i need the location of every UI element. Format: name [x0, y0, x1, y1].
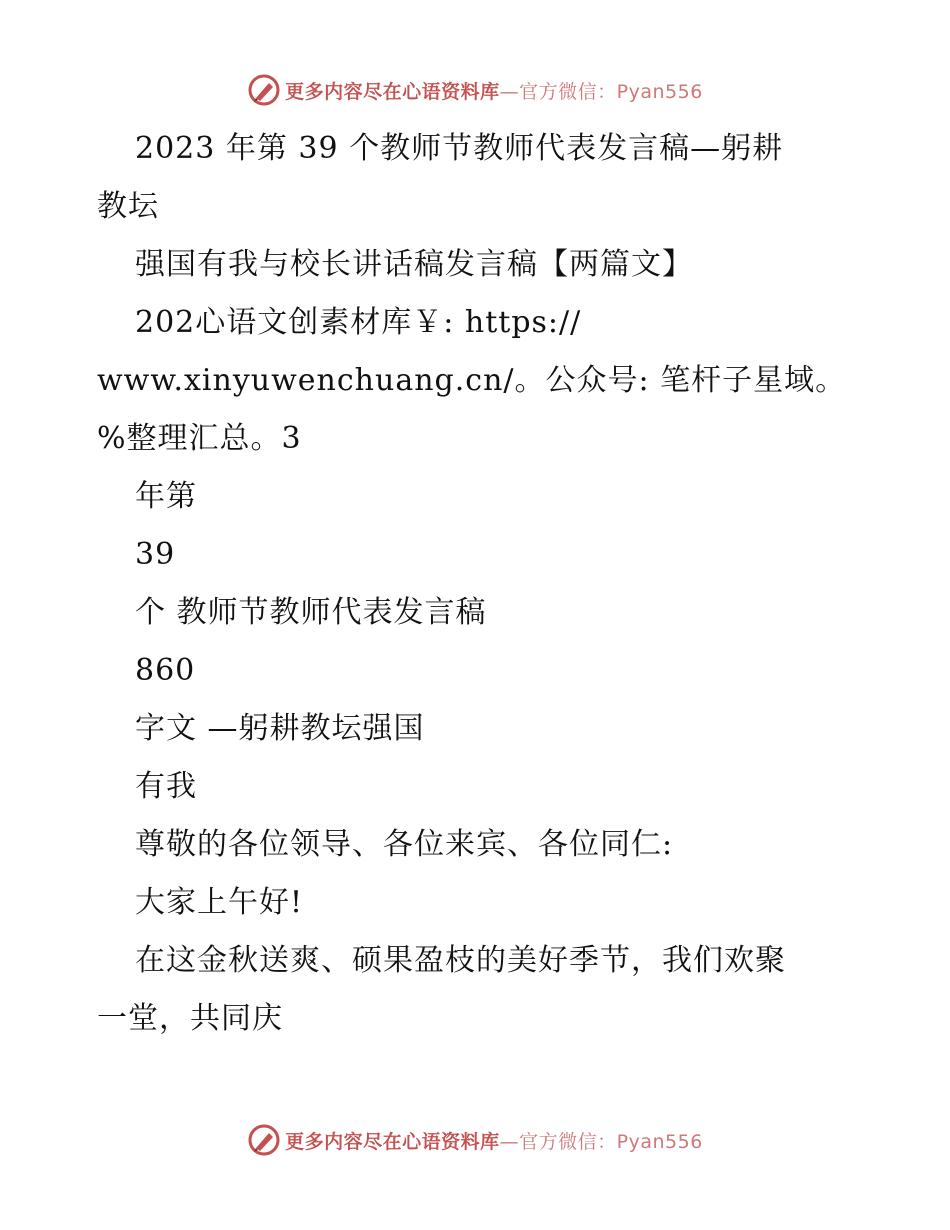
subtitle-line: 强国有我与校长讲话稿发言稿【两篇文】	[135, 247, 693, 282]
salutation-line: 尊敬的各位领导、各位来宾、各位同仁:	[135, 827, 674, 862]
title-line-1: 2023 年第 39 个教师节教师代表发言稿—躬耕	[135, 131, 784, 166]
paragraph-line: 39	[135, 537, 176, 572]
header-banner	[0, 70, 950, 110]
body-line-2: 一堂，共同庆	[97, 1001, 283, 1036]
greeting-line: 大家上午好!	[135, 885, 304, 920]
paragraph-line: 个 教师节教师代表发言稿	[135, 595, 487, 630]
source-line-3: %整理汇总。3	[97, 421, 302, 456]
document-body	[97, 120, 857, 1048]
source-line-1: 202心语文创素材库￥: https://	[135, 305, 582, 340]
paragraph-line: 字文 —躬耕教坛强国	[135, 711, 425, 746]
body-line-1: 在这金秋送爽、硕果盈枝的美好季节，我们欢聚	[135, 943, 786, 978]
banner-text: 更多内容尽在心语资料库—官方微信：Pyan556	[285, 80, 703, 103]
title-line-2: 教坛	[97, 189, 159, 224]
paragraph-line: 860	[135, 653, 196, 688]
pen-logo-icon	[247, 1123, 281, 1157]
paragraph-line: 有我	[135, 769, 197, 804]
footer-banner	[0, 1120, 950, 1160]
paragraph-line: 年第	[135, 479, 197, 514]
banner-text: 更多内容尽在心语资料库—官方微信：Pyan556	[285, 1130, 703, 1153]
source-line-2: www.xinyuwenchuang.cn/。公众号: 笔杆子星域。	[97, 363, 847, 398]
pen-logo-icon	[247, 73, 281, 107]
